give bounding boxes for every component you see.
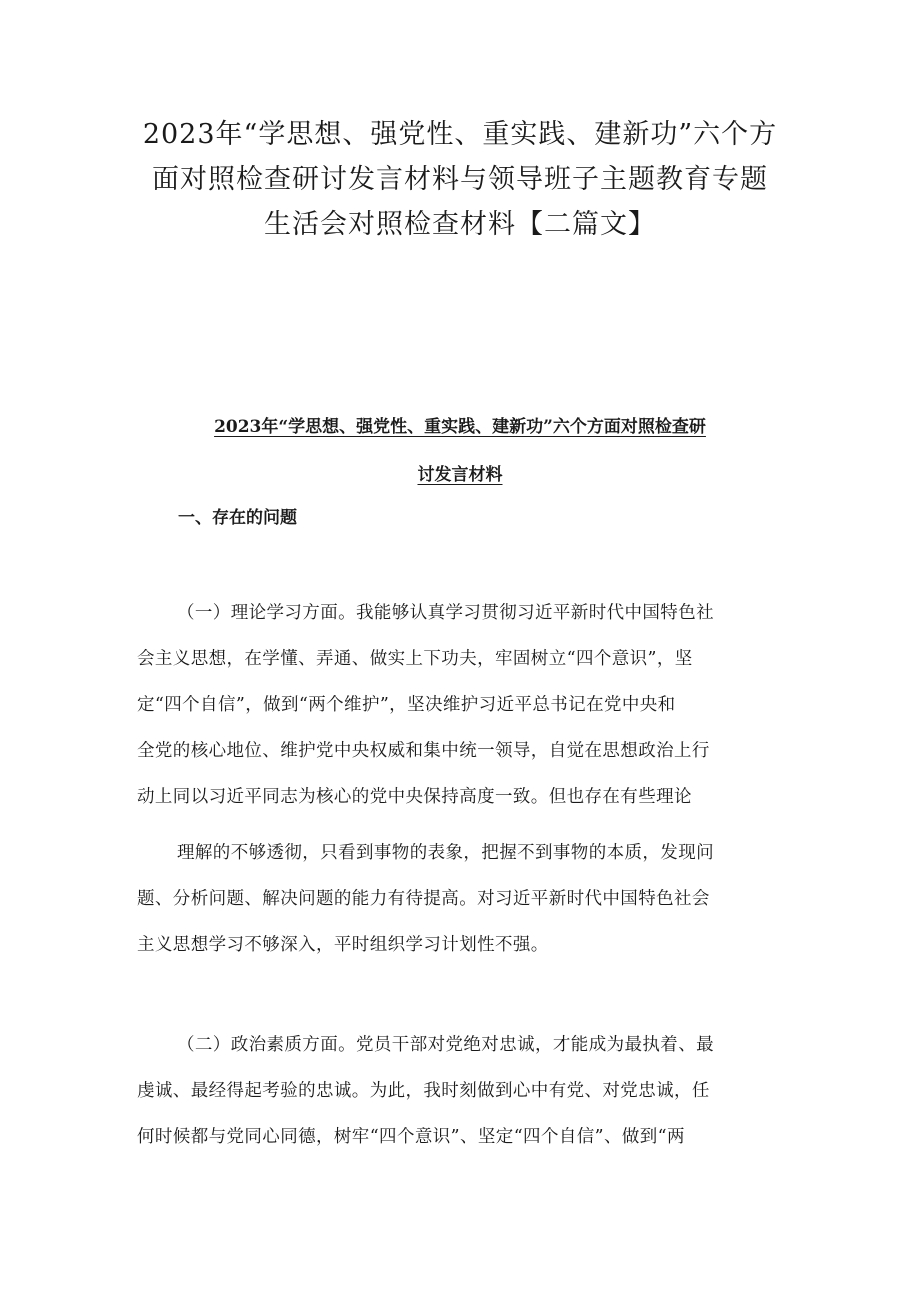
subtitle-line: 讨发言材料 xyxy=(417,465,503,485)
paragraph-theory-continued xyxy=(137,830,785,968)
section-heading: 一、存在的问题 xyxy=(178,508,297,528)
title-line: 2023年“学思想、强党性、重实践、建新功”六个方 xyxy=(142,119,778,150)
paragraph-line: 虔诚、最经得起考验的忠诚。为此，我时刻做到心中有党、对党忠诚，任 xyxy=(137,1081,710,1101)
title-line: 面对照检查研讨发言材料与领导班子主题教育专题 xyxy=(152,164,768,195)
paragraph-line: （一）理论学习方面。我能够认真学习贯彻习近平新时代中国特色社 xyxy=(177,603,714,623)
paragraph-line: 题、分析问题、解决问题的能力有待提高。对习近平新时代中国特色社会 xyxy=(137,889,710,909)
paragraph-line: 理解的不够透彻，只看到事物的表象，把握不到事物的本质，发现问 xyxy=(177,843,714,863)
paragraph-line: 动上同以习近平同志为核心的党中央保持高度一致。但也存在有些理论 xyxy=(137,787,692,807)
document-title xyxy=(125,112,795,247)
paragraph-line: 定“四个自信”，做到“两个维护”，坚决维护习近平总书记在党中央和 xyxy=(137,695,676,715)
subtitle-line: 2023年“学思想、强党性、重实践、建新功”六个方面对照检查研 xyxy=(214,417,706,437)
section-title xyxy=(130,403,790,499)
paragraph-theory-study xyxy=(137,590,785,820)
paragraph-line: （二）政治素质方面。党员干部对党绝对忠诚，才能成为最执着、最 xyxy=(177,1035,714,1055)
paragraph-line: 何时候都与党同心同德，树牢“四个意识”、坚定“四个自信”、做到“两 xyxy=(137,1127,685,1147)
paragraph-line: 全党的核心地位、维护党中央权威和集中统一领导，自觉在思想政治上行 xyxy=(137,741,710,761)
paragraph-line: 会主义思想，在学懂、弄通、做实上下功夫，牢固树立“四个意识”，坚 xyxy=(137,649,693,669)
paragraph-line: 主义思想学习不够深入，平时组织学习计划性不强。 xyxy=(137,935,549,955)
paragraph-political-quality xyxy=(137,1022,785,1160)
title-line: 生活会对照检查材料【二篇文】 xyxy=(264,209,656,240)
